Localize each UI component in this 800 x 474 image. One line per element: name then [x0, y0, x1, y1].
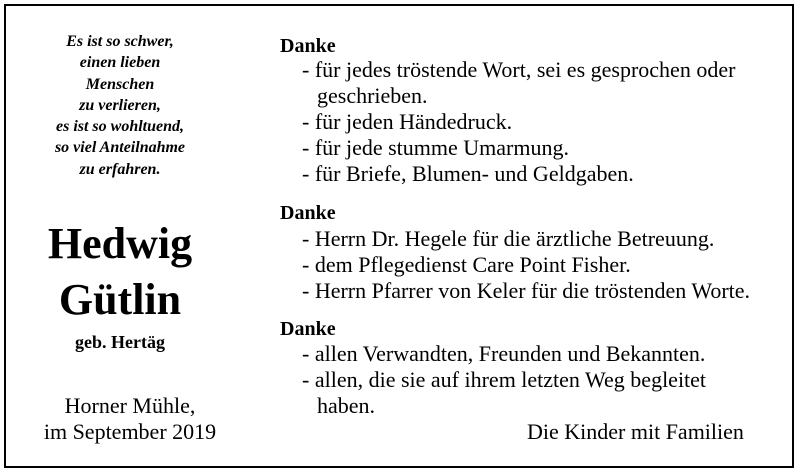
section-2-item: - Herrn Pfarrer von Keler für die tröstenden Worte. [302, 278, 751, 303]
poem-line: es ist so wohltuend, [55, 118, 185, 136]
poem [20, 31, 220, 180]
section-1-item: - für jede stumme Umarmung. [302, 135, 569, 160]
last-name: Gütlin [58, 275, 182, 324]
section-1-item: - für Briefe, Blumen- und Geldgaben. [302, 161, 634, 186]
place-line: Horner Mühle, [64, 393, 196, 418]
first-name: Hedwig [47, 219, 193, 268]
poem-line: so viel Anteilnahme [54, 139, 186, 157]
section-3-item: haben. [317, 393, 376, 418]
section-1-item: - für jedes tröstende Wort, sei es gesprochen oder [302, 57, 736, 82]
poem-line: Menschen [85, 75, 155, 93]
section-3-heading: Danke [280, 318, 336, 340]
date-line: im September 2019 [43, 419, 217, 444]
signature: Die Kinder mit Familien [527, 419, 744, 444]
section-2-heading: Danke [280, 202, 336, 224]
section-3-item: - allen, die sie auf ihrem letzten Weg begleitet [302, 367, 707, 392]
section-2-item: - dem Pflegedienst Care Point Fisher. [302, 252, 631, 277]
section-1-item: - für jeden Händedruck. [302, 109, 513, 134]
section-2-item: - Herrn Dr. Hegele für die ärztliche Betreuung. [302, 226, 715, 251]
section-1-item: geschrieben. [317, 83, 428, 108]
poem-line: Es ist so schwer, [66, 33, 174, 50]
poem-line: einen lieben [79, 54, 161, 72]
poem-line: zu verlieren, [79, 96, 161, 114]
section-3-item: - allen Verwandten, Freunden und Bekannten. [302, 341, 706, 366]
birth-name: geb. Hertäg [75, 332, 165, 352]
poem-line: zu erfahren. [79, 160, 161, 178]
section-1-heading: Danke [280, 35, 336, 57]
